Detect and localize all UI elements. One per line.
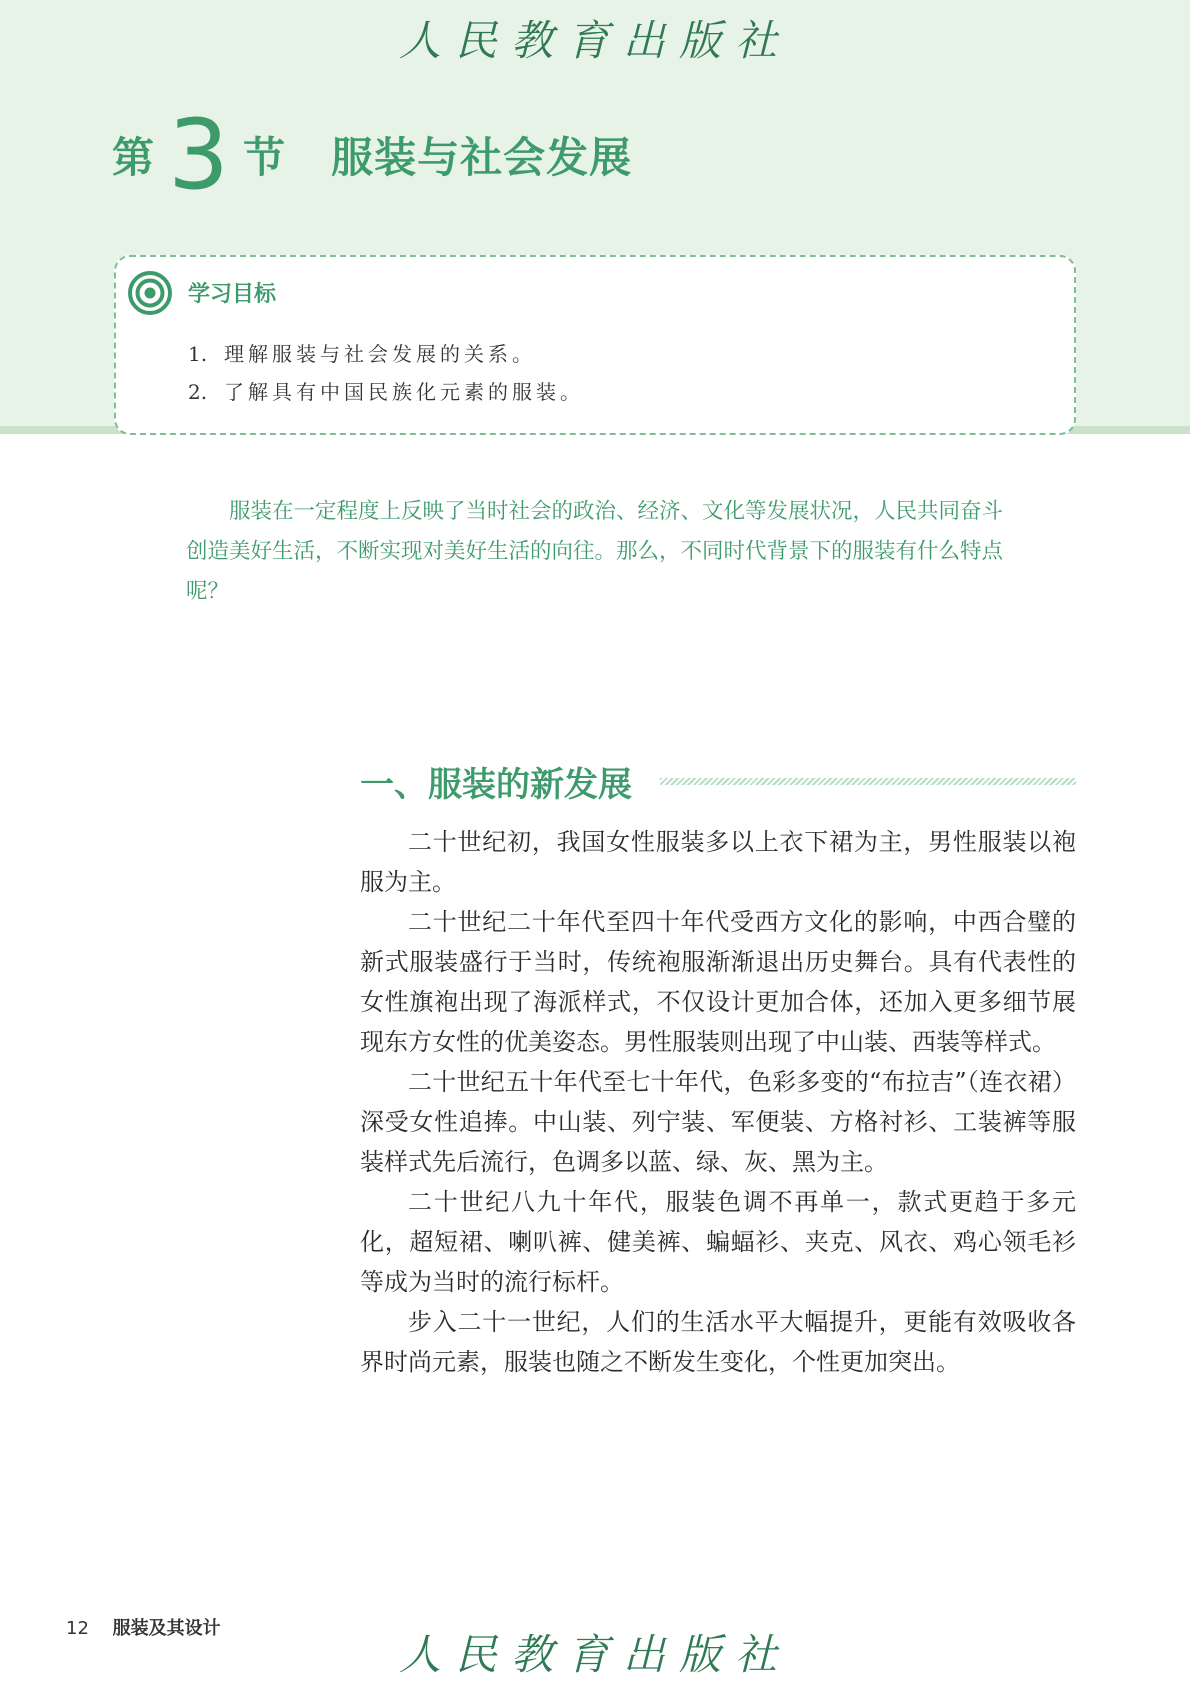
body-paragraph: 二十世纪五十年代至七十年代，色彩多变的“布拉吉”（连衣裙）深受女性追捧。中山装、列宁装、军便装、方格衬衫、工装裤等服装样式先后流行，色调多以蓝、绿、灰、黑为主。 — [360, 1068, 1076, 1176]
subsection-title: 一、服装的新发展 — [360, 764, 632, 805]
objective-index: 1. — [188, 342, 208, 366]
objective-item — [188, 373, 584, 411]
body-paragraph: 二十世纪八九十年代，服装色调不再单一，款式更趋于多元化，超短裙、喇叭裤、健美裤、蝙蝠衫、夹克、风衣、鸡心领毛衫等成为当时的流行标杆。 — [360, 1188, 1076, 1296]
objective-text: 理解服装与社会发展的关系。 — [224, 342, 536, 366]
body-paragraph: 步入二十一世纪，人们的生活水平大幅提升，更能有效吸收各界时尚元素，服装也随之不断发生变化，个性更加突出。 — [360, 1308, 1076, 1376]
section-name: 服装与社会发展 — [331, 133, 633, 182]
page-number: 12 — [66, 1618, 89, 1639]
intro-paragraph: 服装在一定程度上反映了当时社会的政治、经济、文化等发展状况，人民共同奋斗创造美好生活，不断实现对美好生活的向往。那么，不同时代背景下的服装有什么特点呢？ — [186, 499, 1004, 604]
subsection-divider — [660, 778, 1076, 785]
subsection-heading — [360, 756, 1076, 806]
section-title — [112, 99, 633, 211]
objective-item — [188, 335, 584, 373]
objectives-list — [188, 335, 584, 411]
section-suffix: 节 — [243, 133, 286, 182]
section-number: 3 — [168, 99, 230, 211]
objective-text: 了解具有中国民族化元素的服装。 — [224, 380, 584, 404]
target-icon — [128, 271, 172, 315]
objective-index: 2. — [188, 380, 208, 404]
body-text — [360, 822, 1076, 1382]
body-paragraph: 二十世纪初，我国女性服装多以上衣下裙为主，男性服装以袍服为主。 — [360, 828, 1076, 896]
publisher-logo-top: 人民教育出版社 — [398, 16, 791, 65]
objectives-heading: 学习目标 — [188, 282, 277, 307]
body-paragraph: 二十世纪二十年代至四十年代受西方文化的影响，中西合璧的新式服装盛行于当时，传统袍服渐渐退出历史舞台。具有代表性的女性旗袍出现了海派样式，不仅设计更加合体，还加入更多细节展现东方女性的优美姿态。男性服装则出现了中山装、西装等样式。 — [360, 908, 1076, 1056]
learning-objectives-box — [114, 255, 1076, 435]
book-title: 服装及其设计 — [112, 1618, 221, 1639]
publisher-logo-bottom: 人民教育出版社 — [398, 1630, 791, 1679]
section-prefix: 第 — [112, 133, 155, 182]
